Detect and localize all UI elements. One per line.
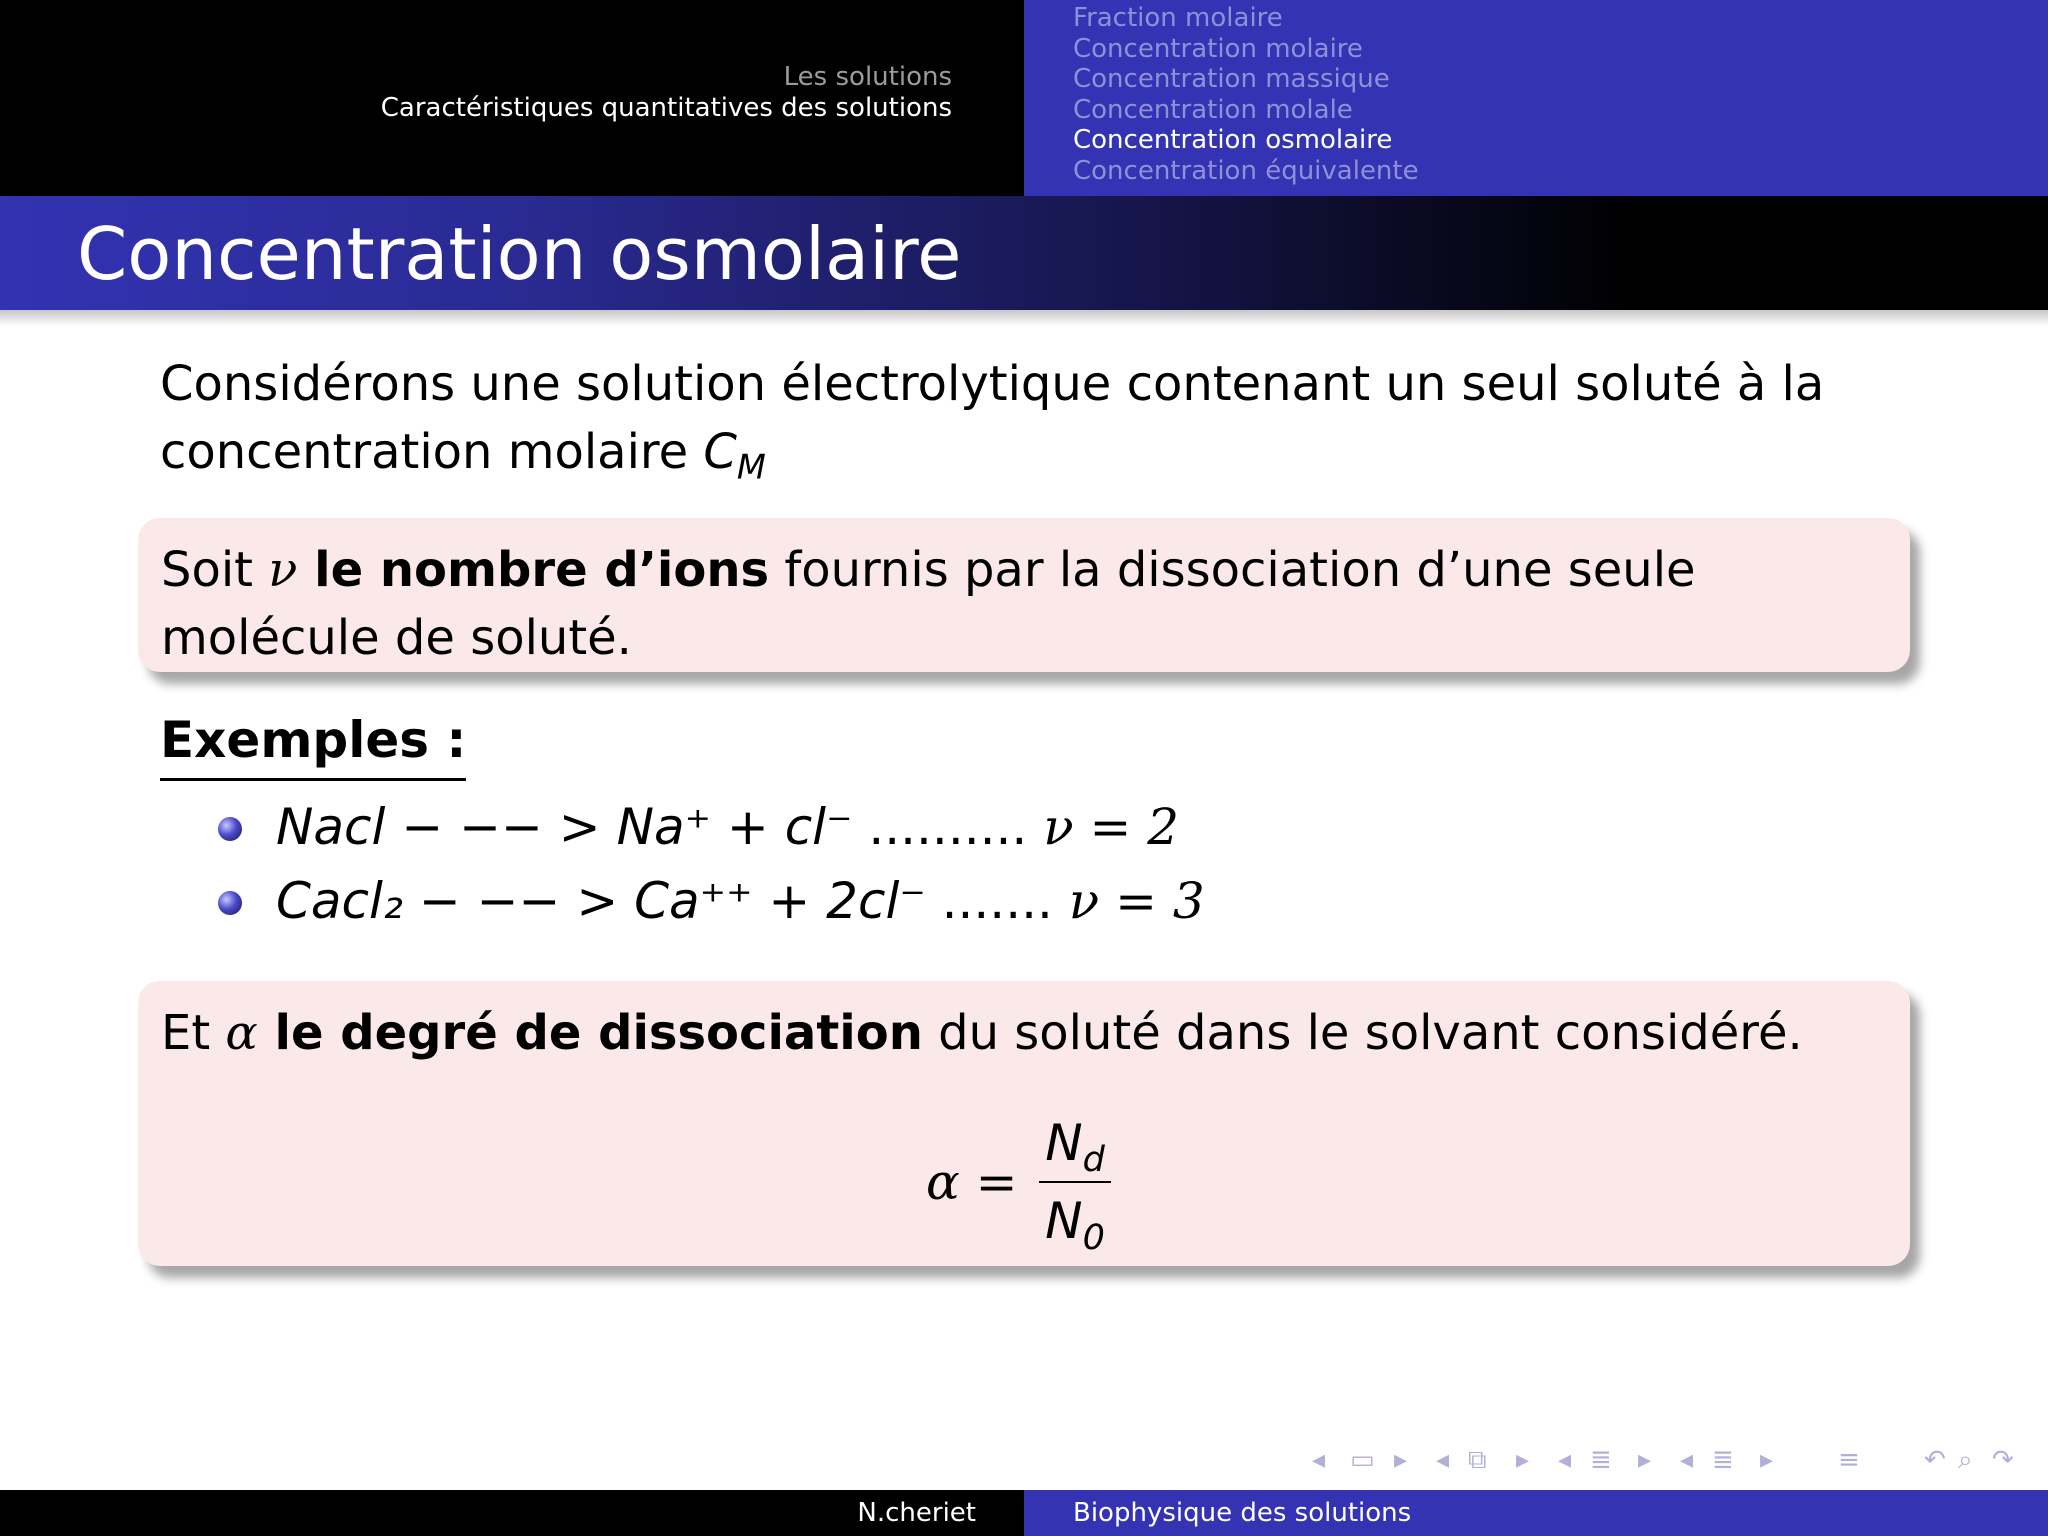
section-link-solutions[interactable]: Les solutions: [783, 62, 952, 92]
intro-paragraph: [160, 350, 2000, 486]
section-icon[interactable]: ≣: [1590, 1445, 1612, 1475]
examples-title: Exemples :: [160, 710, 466, 781]
search-icon[interactable]: ⌕: [1958, 1445, 1973, 1475]
intro-symbol-sub: M: [736, 447, 766, 487]
nu-symbol: ν: [268, 542, 298, 598]
alpha-formula: [926, 1111, 1126, 1258]
arrow-right-icon[interactable]: ▸: [1516, 1445, 1530, 1475]
bullet-icon: [218, 817, 242, 841]
document-icon[interactable]: ≣: [1712, 1445, 1734, 1475]
example-dots: .......: [925, 872, 1069, 930]
definition-block-alpha: [138, 981, 1910, 1266]
formula-numerator: $N_d$: [1045, 1114, 1105, 1180]
redo-icon[interactable]: ↷: [1992, 1445, 2014, 1475]
formula-lhs: α =: [926, 1153, 1018, 1211]
bullet-icon: [218, 891, 242, 915]
footer-right: [1024, 1490, 2048, 1536]
example-formula: Nacl − −− > Na⁺ + cl⁻: [276, 798, 853, 856]
footer-author: N.cheriet: [857, 1498, 976, 1528]
undo-icon[interactable]: ↶: [1924, 1445, 1946, 1475]
subsection-link-concentration-molaire[interactable]: Concentration molaire: [1073, 33, 1363, 64]
alpha-symbol: α: [225, 1005, 258, 1061]
block2-prefix: Et: [161, 1005, 226, 1061]
section-navigation: [0, 0, 1024, 196]
frame-icon[interactable]: ▭: [1350, 1445, 1375, 1475]
example-nu: ν = 3: [1068, 872, 1205, 930]
formula-denominator: $N_0$: [1045, 1192, 1105, 1258]
block2-bold: le degré de dissociation: [257, 1005, 923, 1061]
example-nu: ν = 2: [1043, 798, 1180, 856]
arrow-left-icon[interactable]: ◂: [1436, 1445, 1450, 1475]
footline: [0, 1490, 2048, 1536]
subsection-navigation: [1024, 0, 2048, 196]
block1-prefix: Soit: [161, 542, 269, 598]
navigation-symbols: [1312, 1440, 2032, 1480]
subsection-link-concentration-molale[interactable]: Concentration molale: [1073, 94, 1353, 125]
arrow-right-icon[interactable]: ▸: [1394, 1445, 1408, 1475]
toc-icon[interactable]: ≡: [1838, 1445, 1860, 1475]
example-formula: Cacl₂ − −− > Ca⁺⁺ + 2cl⁻: [276, 872, 926, 930]
footer-left: [0, 1490, 1024, 1536]
subsection-link-concentration-equivalente[interactable]: Concentration équivalente: [1073, 155, 1419, 186]
headline: [0, 0, 2048, 196]
intro-symbol: C: [703, 424, 737, 480]
footer-title: Biophysique des solutions: [1073, 1498, 1412, 1528]
section-link-caracteristiques[interactable]: Caractéristiques quantitatives des solutions: [380, 93, 952, 123]
arrow-left-icon[interactable]: ◂: [1312, 1445, 1326, 1475]
subsection-link-fraction-molaire[interactable]: Fraction molaire: [1073, 3, 1283, 33]
formula-fraction: [1039, 1111, 1111, 1258]
subsection-icon[interactable]: ⧉: [1468, 1445, 1487, 1475]
subsection-link-concentration-massique[interactable]: Concentration massique: [1073, 64, 1390, 95]
example-dots: ..........: [852, 798, 1044, 856]
arrow-right-icon[interactable]: ▸: [1638, 1445, 1652, 1475]
definition-block-nu: [138, 518, 1910, 672]
frame-title-bar: [0, 196, 2048, 310]
fraction-bar: [1039, 1181, 1111, 1183]
arrow-right-icon[interactable]: ▸: [1760, 1445, 1774, 1475]
arrow-left-icon[interactable]: ◂: [1680, 1445, 1694, 1475]
arrow-left-icon[interactable]: ◂: [1558, 1445, 1572, 1475]
intro-text: Considérons une solution électrolytique contenant un seul soluté à la concentration molaire: [160, 356, 1825, 480]
title-shadow: [0, 310, 2048, 326]
block2-suffix: du soluté dans le solvant considéré.: [922, 1005, 1803, 1061]
block1-bold: le nombre d’ions: [297, 542, 770, 598]
subsection-link-concentration-osmolaire[interactable]: Concentration osmolaire: [1073, 125, 1393, 156]
frame-title: Concentration osmolaire: [77, 212, 962, 296]
block1-suffix: fournis par la dissociation d’une seule molécule de soluté.: [161, 542, 1696, 666]
